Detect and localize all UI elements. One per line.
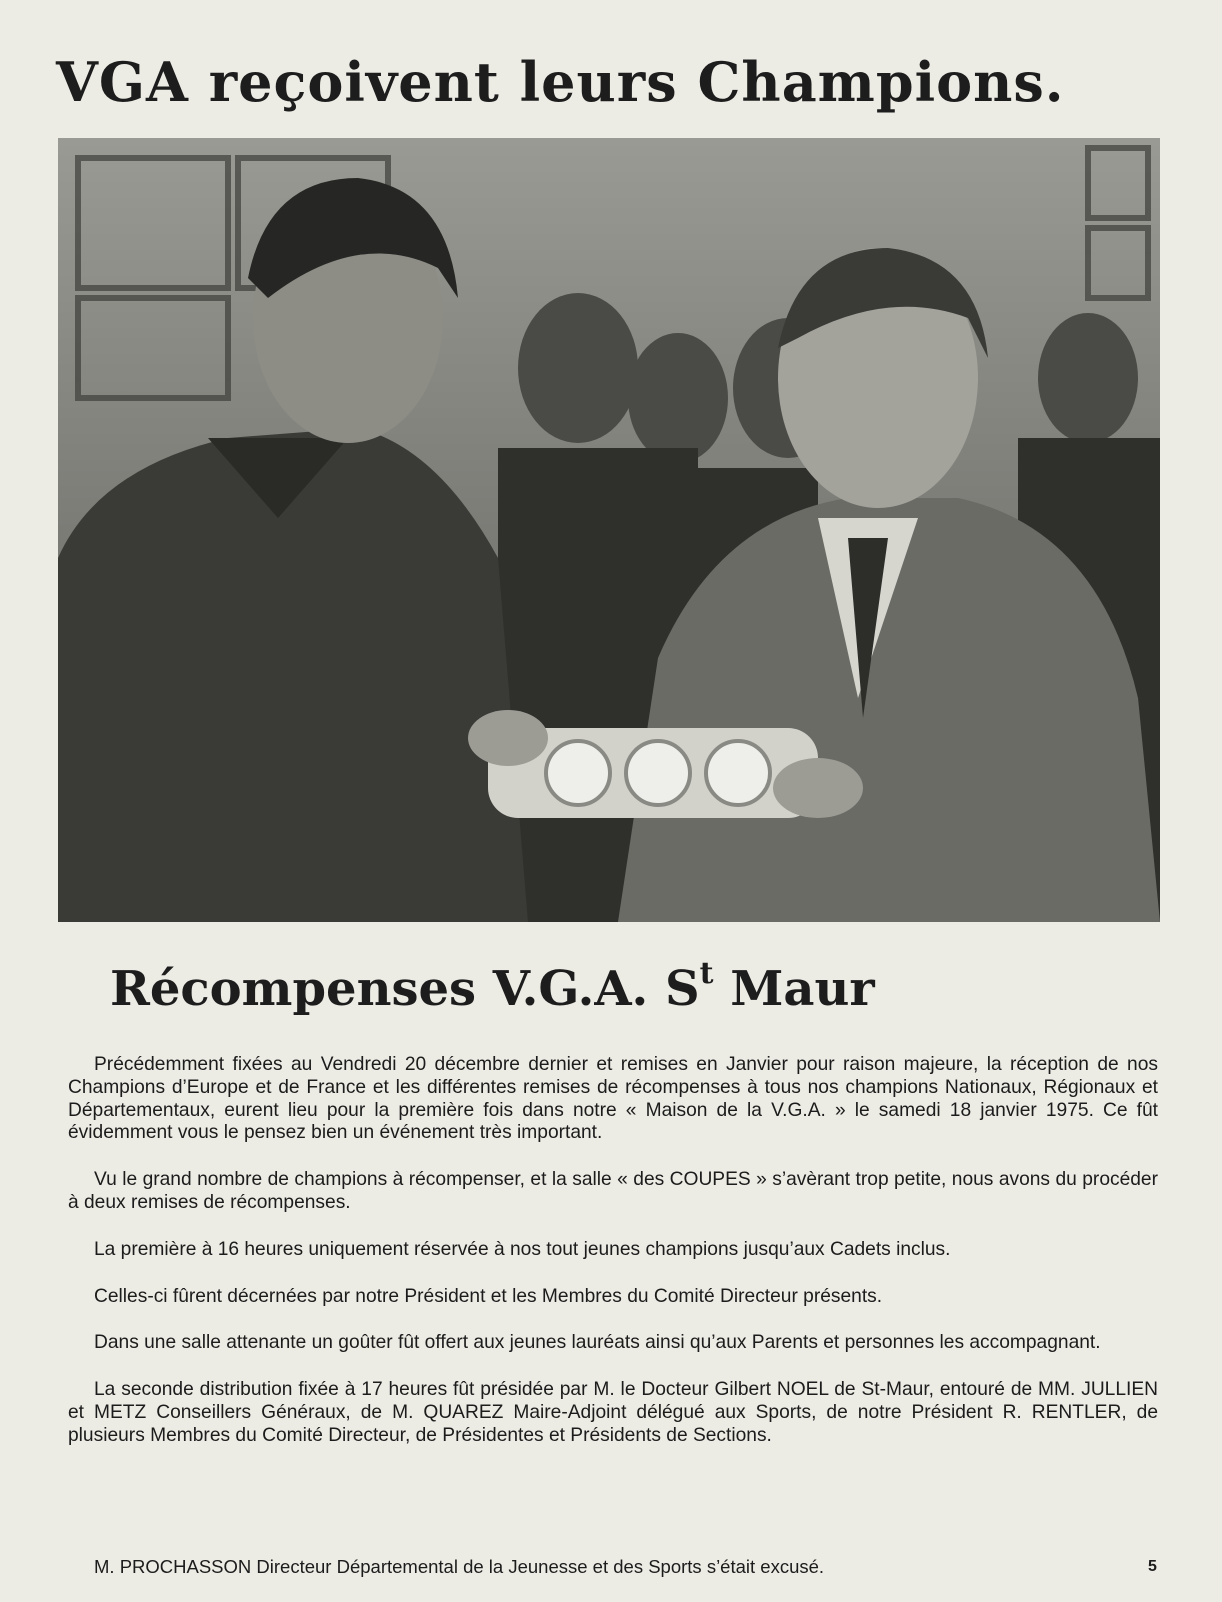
article-body (68, 1054, 1158, 1472)
page-number: 5 (1148, 1558, 1157, 1575)
subhead-tail: Maur (713, 961, 875, 1017)
article-paragraph: La première à 16 heures uniquement réservée à nos tout jeunes champions jusqu’aux Cadets inclus. (94, 1238, 951, 1260)
article-paragraph: Vu le grand nombre de champions à récompenser, et la salle « des COUPES » s’avèrant trop petite, nous avons du procéder à deux remises de récompenses. (68, 1169, 1158, 1213)
article-paragraph: Celles-ci fûrent décernées par notre Président et les Membres du Comité Directeur présents. (94, 1285, 883, 1307)
article-paragraph: Précédemment fixées au Vendredi 20 décembre dernier et remises en Janvier pour raison majeure, la réception de nos Champions d’Europe et de France et les différentes remises de récompenses à tous nos champions Nationaux, Régionaux et Départementaux, eurent lieu pour la première fois dans notre « Maison de la V.G.A. » le samedi 18 janvier 1975. Ce fût évidemment vous le pensez bien un événement très important. (68, 1054, 1158, 1144)
page-headline: VGA reçoivent leurs Champions. (56, 50, 1065, 114)
award-ceremony-photo (58, 138, 1160, 922)
award-ceremony-photo-icon (58, 138, 1160, 922)
subhead-superscript: t (699, 956, 714, 991)
article-paragraph: Dans une salle attenante un goûter fût offert aux jeunes lauréats ainsi qu’aux Parents et personnes les accompagnant. (94, 1332, 1101, 1354)
subhead-main: Récompenses V.G.A. S (110, 961, 700, 1017)
section-subhead (110, 956, 1110, 1017)
article-paragraph: La seconde distribution fixée à 17 heures fût présidée par M. le Docteur Gilbert NOEL de St-Maur, entouré de MM. JULLIEN et METZ Conseillers Généraux, de M. QUAREZ Maire-Adjoint délégué aux Sports, de notre Président R. RENTLER, de plusieurs Membres du Comité Directeur, de Présidentes et Présidents de Sections. (68, 1379, 1158, 1446)
article-footer-line: M. PROCHASSON Directeur Départemental de la Jeunesse et des Sports s’était excusé. (94, 1556, 825, 1577)
